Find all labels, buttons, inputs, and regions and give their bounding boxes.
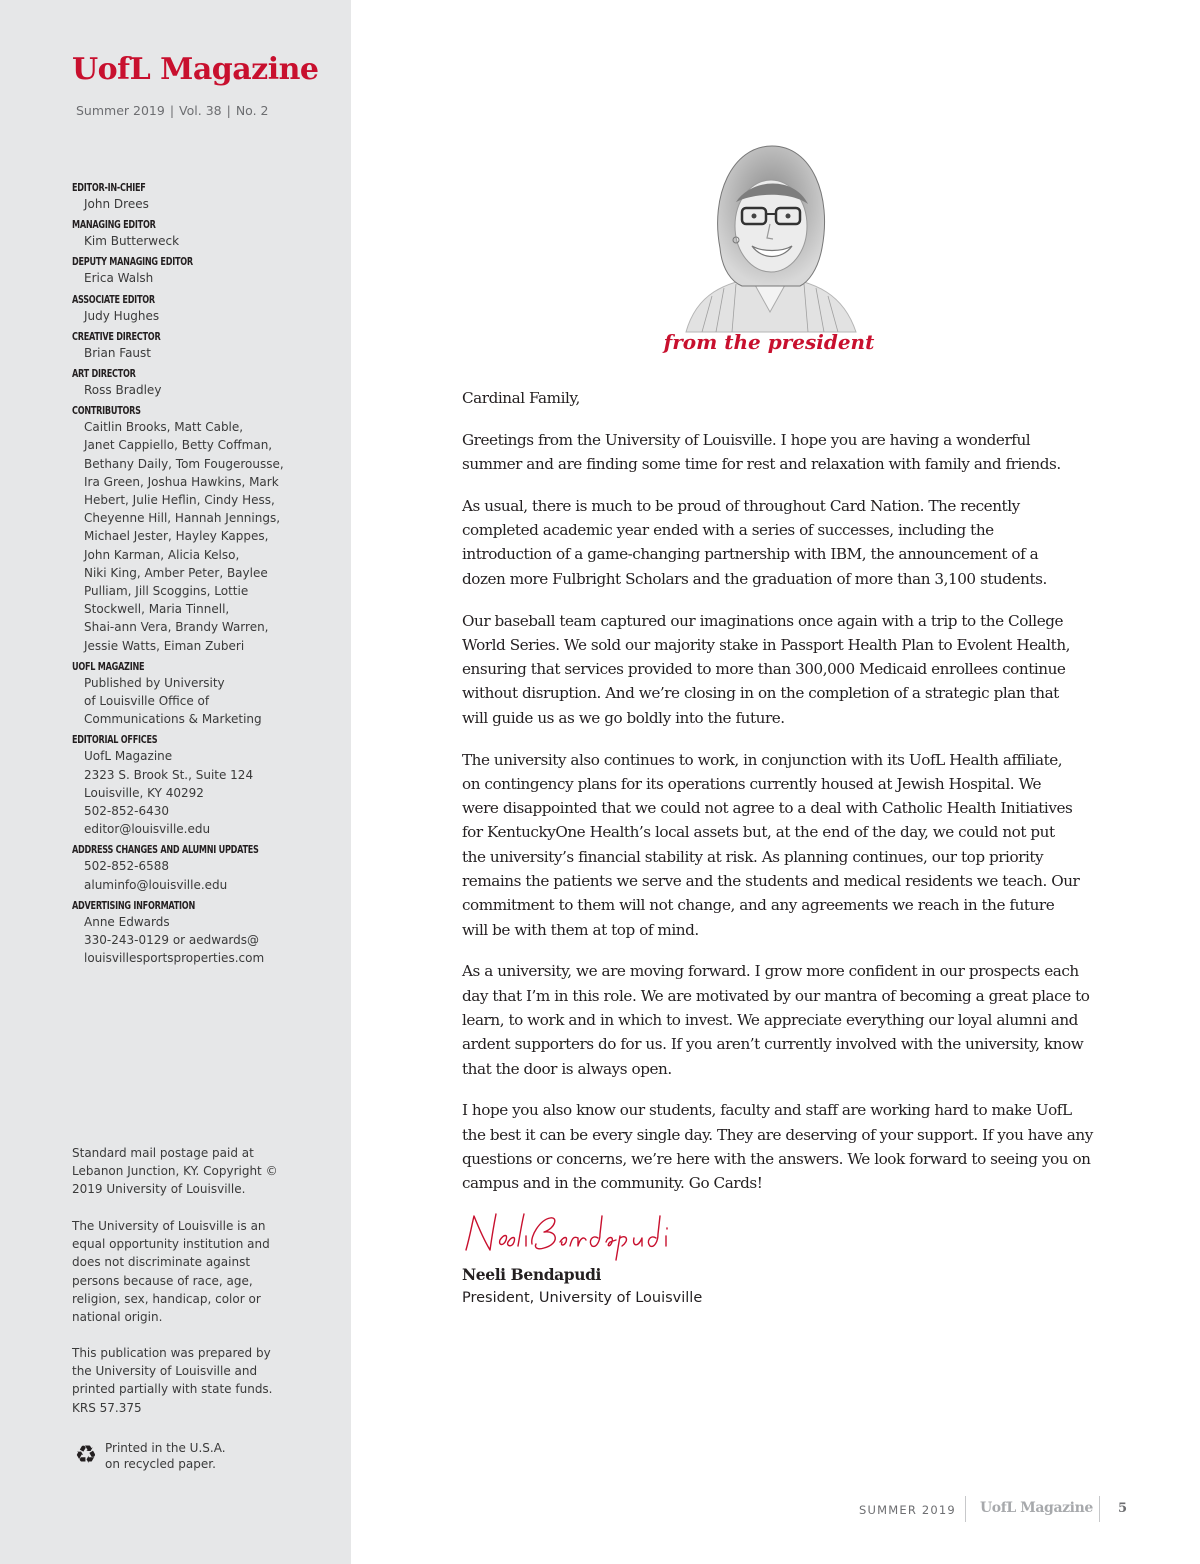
handwritten-signature bbox=[460, 1206, 680, 1262]
staff-name-line: 502-852-6430 bbox=[84, 804, 170, 819]
footer-magazine-name: UofL Magazine bbox=[980, 1500, 1093, 1516]
legal-line: This publication was prepared by bbox=[72, 1346, 271, 1360]
letter-line: were disappointed that we could not agree to a deal with Catholic Health Initiatives bbox=[462, 799, 1073, 818]
legal-line: persons because of race, age, bbox=[72, 1273, 253, 1288]
staff-name-line: Louisville, KY 40292 bbox=[84, 785, 204, 800]
letter-paragraph bbox=[462, 1098, 1093, 1195]
legal-line: equal opportunity institution and bbox=[72, 1237, 270, 1252]
letter-line: the university’s financial stability at risk. As planning continues, our top priority bbox=[462, 847, 1044, 866]
staff-name-line: aluminfo@louisville.edu bbox=[84, 877, 228, 892]
staff-role: ART DIRECTOR bbox=[72, 368, 136, 381]
legal-line: Standard mail postage paid at bbox=[72, 1146, 254, 1160]
issue-season: Summer 2019 bbox=[76, 103, 165, 118]
letter-line: Greetings from the University of Louisville. I hope you are having a wonderful bbox=[462, 430, 1031, 449]
staff-name-line: Anne Edwards bbox=[84, 914, 170, 929]
letter-line: I hope you also know our students, faculty and staff are working hard to make UofL bbox=[462, 1101, 1072, 1120]
letter-line: summer and are finding some time for rest and relaxation with family and friends. bbox=[462, 455, 1061, 474]
letter-line: remains the patients we serve and the students and medical residents we teach. Our bbox=[462, 872, 1080, 891]
publication-notice bbox=[72, 1344, 312, 1417]
staff-role: UOFL MAGAZINE bbox=[72, 660, 145, 673]
staff-name-line: Judy Hughes bbox=[84, 308, 160, 323]
legal-line: 2019 University of Louisville. bbox=[72, 1182, 246, 1197]
legal-line: national origin. bbox=[72, 1310, 163, 1325]
staff-name-line: Cheyenne Hill, Hannah Jennings, bbox=[84, 511, 281, 526]
letter-line: World Series. We sold our majority stake in Passport Health Plan to Evolent Health, bbox=[462, 635, 1071, 654]
equal-opportunity-notice bbox=[72, 1217, 312, 1326]
page-number: 5 bbox=[1118, 1501, 1128, 1516]
staff-role: DEPUTY MANAGING EDITOR bbox=[72, 256, 193, 269]
staff-name-line: Communications & Marketing bbox=[84, 712, 262, 727]
letter-line: Our baseball team captured our imaginations once again with a trip to the College bbox=[462, 611, 1064, 630]
letter-line: ardent supporters do for us. If you aren’t currently involved with the university, know bbox=[462, 1035, 1084, 1054]
staff-role: ASSOCIATE EDITOR bbox=[72, 293, 155, 306]
letter-line: that the door is always open. bbox=[462, 1059, 672, 1078]
letter-line: Cardinal Family, bbox=[462, 389, 580, 407]
recycled-line: on recycled paper. bbox=[105, 1457, 216, 1471]
staff-name-line: John Karman, Alicia Kelso, bbox=[84, 547, 240, 562]
staff-name-line: editor@louisville.edu bbox=[84, 822, 211, 837]
staff-names bbox=[84, 857, 342, 893]
letter-line: will guide us as we go boldly into the future. bbox=[462, 708, 785, 727]
masthead-title: UofL Magazine bbox=[72, 52, 319, 87]
letter-line: commitment to them will not change, and any agreements we reach in the future bbox=[462, 896, 1055, 915]
letter-line: questions or concerns, we’re here with the answers. We look forward to seeing you on bbox=[462, 1150, 1091, 1169]
staff-name-line: Pulliam, Jill Scoggins, Lottie bbox=[84, 584, 249, 599]
staff-name-line: 2323 S. Brook St., Suite 124 bbox=[84, 767, 254, 782]
president-letter bbox=[462, 386, 1093, 1213]
letter-line: introduction of a game-changing partnership with IBM, the announcement of a bbox=[462, 545, 1039, 564]
letter-paragraph bbox=[462, 494, 1082, 591]
footer-divider bbox=[1099, 1496, 1100, 1522]
president-portrait-illustration bbox=[672, 136, 868, 342]
legal-line: The University of Louisville is an bbox=[72, 1219, 266, 1233]
letter-line: will be with them at top of mind. bbox=[462, 920, 699, 939]
staff-name-line: Shai-ann Vera, Brandy Warren, bbox=[84, 620, 269, 635]
staff-names bbox=[84, 307, 342, 325]
staff-list bbox=[72, 181, 342, 973]
issue-line: Summer 2019 | Vol. 38 | No. 2 bbox=[76, 103, 269, 118]
recycled-paper-notice bbox=[72, 1440, 312, 1476]
section-label: from the president bbox=[663, 330, 875, 354]
legal-line: does not discriminate against bbox=[72, 1255, 251, 1270]
legal-line: the University of Louisville and bbox=[72, 1364, 258, 1379]
letter-line: As usual, there is much to be proud of throughout Card Nation. The recently bbox=[462, 496, 1020, 515]
staff-name-line: Michael Jester, Hayley Kappes, bbox=[84, 529, 269, 544]
letter-paragraph bbox=[462, 609, 1082, 730]
staff-name-line: Hebert, Julie Heflin, Cindy Hess, bbox=[84, 493, 275, 508]
staff-role: CREATIVE DIRECTOR bbox=[72, 330, 161, 343]
letter-salutation bbox=[462, 386, 1082, 410]
staff-name-line: Ira Green, Joshua Hawkins, Mark bbox=[84, 474, 279, 489]
letter-line: without disruption. And we’re closing in on the completion of a strategic plan that bbox=[462, 684, 1059, 703]
staff-name-line: John Drees bbox=[84, 197, 149, 211]
staff-name-line: Brian Faust bbox=[84, 345, 151, 360]
letter-line: for KentuckyOne Health’s local assets but, at the end of the day, we could not put bbox=[462, 823, 1055, 842]
staff-role: MANAGING EDITOR bbox=[72, 219, 156, 232]
letter-line: As a university, we are moving forward. I grow more confident in our prospects each bbox=[462, 962, 1079, 981]
footer-divider bbox=[965, 1496, 966, 1522]
staff-name-line: Erica Walsh bbox=[84, 271, 154, 286]
recycle-icon: ♻ bbox=[74, 1440, 98, 1469]
staff-names bbox=[84, 747, 342, 838]
staff-name-line: Jessie Watts, Eiman Zuberi bbox=[84, 638, 245, 653]
signatory-name: Neeli Bendapudi bbox=[462, 1265, 602, 1284]
staff-names bbox=[84, 269, 342, 287]
recycled-text bbox=[105, 1440, 226, 1472]
staff-name-line: Bethany Daily, Tom Fougerousse, bbox=[84, 456, 284, 471]
staff-name-line: Niki King, Amber Peter, Baylee bbox=[84, 565, 268, 580]
letter-paragraph bbox=[462, 748, 1082, 942]
staff-name-line: Stockwell, Maria Tinnell, bbox=[84, 602, 230, 617]
letter-line: learn, to work and in which to invest. We appreciate everything our loyal alumni and bbox=[462, 1011, 1078, 1030]
legal-line: Lebanon Junction, KY. Copyright © bbox=[72, 1164, 278, 1179]
staff-names bbox=[84, 232, 342, 250]
staff-name-line: 502-852-6588 bbox=[84, 859, 170, 874]
staff-names bbox=[84, 195, 342, 213]
staff-name-line: of Louisville Office of bbox=[84, 694, 210, 709]
issue-volume: Vol. 38 bbox=[179, 103, 222, 118]
staff-role: CONTRIBUTORS bbox=[72, 405, 141, 418]
letter-line: the best it can be every single day. They are deserving of your support. If you have any bbox=[462, 1125, 1093, 1144]
staff-name-line: Ross Bradley bbox=[84, 383, 162, 398]
staff-names bbox=[84, 674, 342, 729]
letter-line: ensuring that services provided to more than 300,000 Medicaid enrollees continue bbox=[462, 660, 1066, 679]
letter-paragraph bbox=[462, 428, 1082, 477]
issue-number: No. 2 bbox=[235, 103, 269, 118]
staff-name-line: louisvillesportsproperties.com bbox=[84, 951, 265, 966]
staff-name-line: 330-243-0129 or aedwards@ bbox=[84, 933, 260, 948]
recycled-line: Printed in the U.S.A. bbox=[105, 1441, 226, 1455]
staff-role: EDITORIAL OFFICES bbox=[72, 734, 158, 747]
staff-names bbox=[84, 913, 342, 968]
staff-names bbox=[84, 418, 342, 655]
staff-name-line: Caitlin Brooks, Matt Cable, bbox=[84, 420, 244, 435]
staff-role: ADDRESS CHANGES AND ALUMNI UPDATES bbox=[72, 844, 259, 857]
staff-name-line: Published by University bbox=[84, 675, 225, 690]
letter-line: campus and in the community. Go Cards! bbox=[462, 1174, 763, 1193]
staff-name-line: Janet Cappiello, Betty Coffman, bbox=[84, 438, 273, 453]
legal-line: religion, sex, handicap, color or bbox=[72, 1291, 261, 1306]
letter-paragraph bbox=[462, 959, 1090, 1080]
staff-names bbox=[84, 344, 342, 362]
staff-name-line: Kim Butterweck bbox=[84, 234, 180, 249]
letter-line: on contingency plans for its operations currently housed at Jewish Hospital. We bbox=[462, 774, 1042, 793]
staff-name-line: UofL Magazine bbox=[84, 749, 173, 764]
staff-role: ADVERTISING INFORMATION bbox=[72, 899, 195, 912]
letter-line: completed academic year ended with a series of successes, including the bbox=[462, 521, 994, 540]
legal-line: KRS 57.375 bbox=[72, 1400, 142, 1415]
legal-line: printed partially with state funds. bbox=[72, 1382, 273, 1397]
footer-season: SUMMER 2019 bbox=[859, 1503, 956, 1517]
letter-line: day that I’m in this role. We are motivated by our mantra of becoming a great place to bbox=[462, 986, 1090, 1005]
staff-role: EDITOR-IN-CHIEF bbox=[72, 182, 146, 194]
signatory-title: President, University of Louisville bbox=[462, 1290, 703, 1306]
postage-notice bbox=[72, 1144, 312, 1199]
letter-line: dozen more Fulbright Scholars and the graduation of more than 3,100 students. bbox=[462, 569, 1047, 588]
staff-names bbox=[84, 381, 342, 399]
letter-line: The university also continues to work, in conjunction with its UofL Health affiliate, bbox=[462, 750, 1063, 769]
page-footer bbox=[850, 1496, 1190, 1522]
masthead-sidebar bbox=[0, 0, 351, 1564]
